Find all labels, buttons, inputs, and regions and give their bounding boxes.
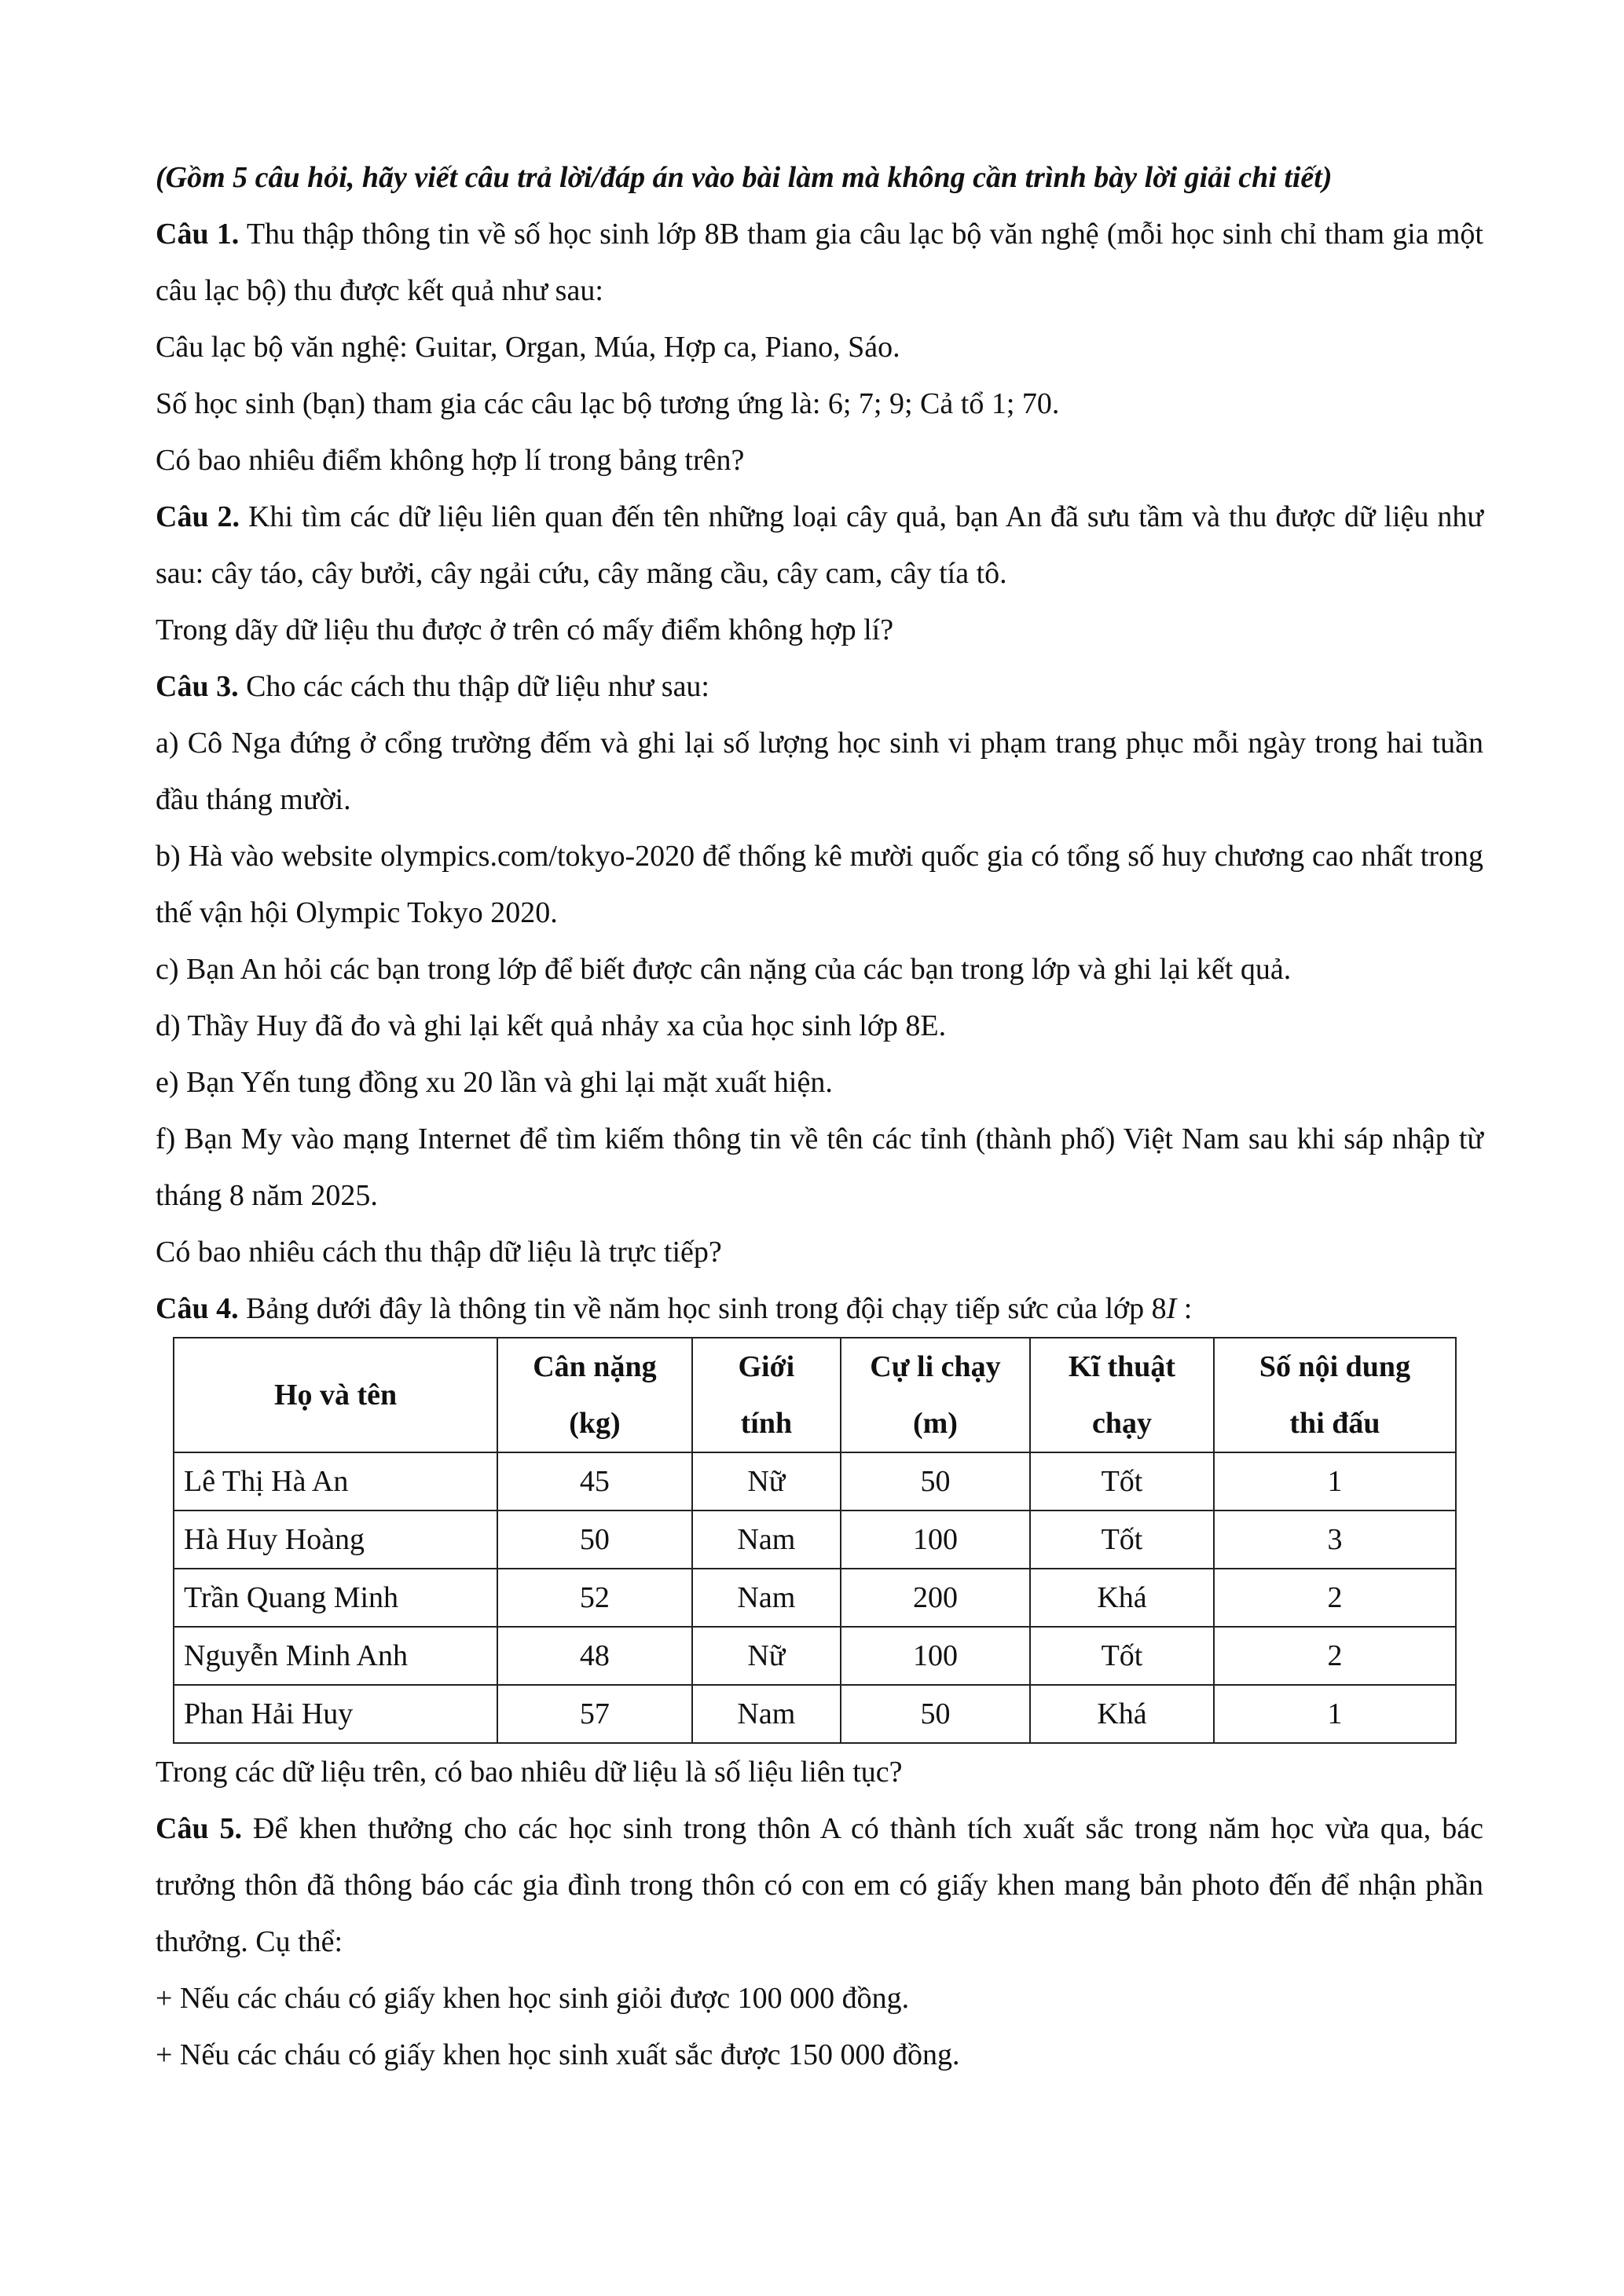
cell-events: 2 <box>1214 1569 1456 1627</box>
class-letter: I <box>1166 1292 1177 1325</box>
cell-weight: 45 <box>497 1452 692 1511</box>
cell-gender: Nam <box>692 1511 841 1569</box>
cell-gender: Nam <box>692 1569 841 1627</box>
cell-weight: 50 <box>497 1511 692 1569</box>
question-4-text: Bảng dưới đây là thông tin về năm học sinh trong đội chạy tiếp sức của lớp <box>246 1292 1152 1325</box>
header-technique: Kĩ thuật chạy <box>1030 1338 1214 1452</box>
cell-weight: 52 <box>497 1569 692 1627</box>
cell-name: Lê Thị Hà An <box>174 1452 497 1511</box>
question-4-label: Câu 4. <box>156 1292 239 1325</box>
cell-distance: 50 <box>841 1452 1030 1511</box>
table-row <box>174 1685 1456 1743</box>
cell-weight: 48 <box>497 1627 692 1685</box>
question-1-text: Thu thập thông tin về số học sinh lớp 8B tham gia câu lạc bộ văn nghệ (mỗi học sinh chỉ tham gia một câu lạc bộ) thu được kết quả như sau: <box>156 218 1483 307</box>
question-3-label: Câu 3. <box>156 670 239 703</box>
cell-distance: 50 <box>841 1685 1030 1743</box>
question-1-counts: Số học sinh (bạn) tham gia các câu lạc bộ tương ứng là: 6; 7; 9; Cả tổ 1; 70. <box>156 387 1060 420</box>
question-5-label: Câu 5. <box>156 1812 243 1845</box>
question-3 <box>156 658 1483 715</box>
question-4-ask: Trong các dữ liệu trên, có bao nhiêu dữ liệu là số liệu liên tục? <box>156 1756 903 1789</box>
question-5-item-2: + Nếu các cháu có giấy khen học sinh xuất sắc được 150 000 đồng. <box>156 2038 960 2071</box>
table-row <box>174 1452 1456 1511</box>
question-3-ask: Có bao nhiêu cách thu thập dữ liệu là trực tiếp? <box>156 1236 722 1269</box>
worksheet-page <box>156 149 1483 2083</box>
question-2-text: Khi tìm các dữ liệu liên quan đến tên những loại cây quả, bạn An đã sưu tầm và thu được dữ liệu như sau: cây táo, cây bưởi, cây ngải cứu, cây mãng cầu, cây cam, cây tía tô. <box>156 500 1484 590</box>
cell-gender: Nữ <box>692 1452 841 1511</box>
header-name: Họ và tên <box>174 1338 497 1452</box>
cell-technique: Tốt <box>1030 1452 1214 1511</box>
cell-gender: Nữ <box>692 1627 841 1685</box>
cell-gender: Nam <box>692 1685 841 1743</box>
question-3-item-b: b) Hà vào website olympics.com/tokyo-2020 để thống kê mười quốc gia có tổng số huy chương cao nhất trong thế vận hội Olympic Tokyo 2020. <box>156 840 1483 929</box>
question-2 <box>156 489 1483 602</box>
question-1 <box>156 206 1483 319</box>
table-row <box>174 1627 1456 1685</box>
cell-events: 1 <box>1214 1685 1456 1743</box>
question-3-item-a: a) Cô Nga đứng ở cổng trường đếm và ghi lại số lượng học sinh vi phạm trang phục mỗi ngày trong hai tuần đầu tháng mười. <box>156 727 1483 816</box>
cell-events: 2 <box>1214 1627 1456 1685</box>
class-suffix: : <box>1176 1292 1193 1325</box>
question-2-ask: Trong dãy dữ liệu thu được ở trên có mấy điểm không hợp lí? <box>156 613 894 646</box>
question-4 <box>156 1280 1483 1337</box>
cell-distance: 100 <box>841 1627 1030 1685</box>
cell-technique: Khá <box>1030 1685 1214 1743</box>
cell-distance: 100 <box>841 1511 1030 1569</box>
question-3-item-f: f) Bạn My vào mạng Internet để tìm kiếm thông tin về tên các tỉnh (thành phố) Việt Nam sau khi sáp nhập từ tháng 8 năm 2025. <box>156 1122 1483 1212</box>
question-3-item-c: c) Bạn An hỏi các bạn trong lớp để biết được cân nặng của các bạn trong lớp và ghi lại kết quả. <box>156 953 1292 986</box>
cell-events: 3 <box>1214 1511 1456 1569</box>
header-gender: Giới tính <box>692 1338 841 1452</box>
header-distance: Cự li chạy (m) <box>841 1338 1030 1452</box>
cell-technique: Khá <box>1030 1569 1214 1627</box>
cell-name: Trần Quang Minh <box>174 1569 497 1627</box>
header-events: Số nội dung thi đấu <box>1214 1338 1456 1452</box>
table-header-row <box>174 1338 1456 1452</box>
question-1-label: Câu 1. <box>156 218 240 251</box>
cell-technique: Tốt <box>1030 1627 1214 1685</box>
question-1-ask: Có bao nhiêu điểm không hợp lí trong bảng trên? <box>156 444 745 477</box>
question-5-text: Để khen thưởng cho các học sinh trong thôn A có thành tích xuất sắc trong năm học vừa qua, bác trưởng thôn đã thông báo các gia đình trong thôn có con em có giấy khen mang bản photo đến để nhận phần thưởng. Cụ thể: <box>156 1812 1484 1958</box>
question-5 <box>156 1800 1483 1970</box>
question-3-text: Cho các cách thu thập dữ liệu như sau: <box>246 670 709 703</box>
cell-name: Nguyễn Minh Anh <box>174 1627 497 1685</box>
question-2-label: Câu 2. <box>156 500 240 533</box>
table-row <box>174 1511 1456 1569</box>
header-weight: Cân nặng (kg) <box>497 1338 692 1452</box>
relay-team-table <box>173 1337 1457 1744</box>
question-3-item-d: d) Thầy Huy đã đo và ghi lại kết quả nhảy xa của học sinh lớp 8E. <box>156 1009 947 1042</box>
cell-technique: Tốt <box>1030 1511 1214 1569</box>
table-row <box>174 1569 1456 1627</box>
cell-name: Hà Huy Hoàng <box>174 1511 497 1569</box>
question-5-item-1: + Nếu các cháu có giấy khen học sinh giỏi được 100 000 đồng. <box>156 1982 910 2015</box>
cell-distance: 200 <box>841 1569 1030 1627</box>
cell-name: Phan Hải Huy <box>174 1685 497 1743</box>
cell-weight: 57 <box>497 1685 692 1743</box>
cell-events: 1 <box>1214 1452 1456 1511</box>
instructions: (Gồm 5 câu hỏi, hãy viết câu trả lời/đáp án vào bài làm mà không cần trình bày lời giải chi tiết) <box>156 161 1333 194</box>
question-3-item-e: e) Bạn Yến tung đồng xu 20 lần và ghi lại mặt xuất hiện. <box>156 1066 833 1099</box>
class-number: 8 <box>1151 1292 1167 1325</box>
question-1-clubs: Câu lạc bộ văn nghệ: Guitar, Organ, Múa, Hợp ca, Piano, Sáo. <box>156 331 900 364</box>
